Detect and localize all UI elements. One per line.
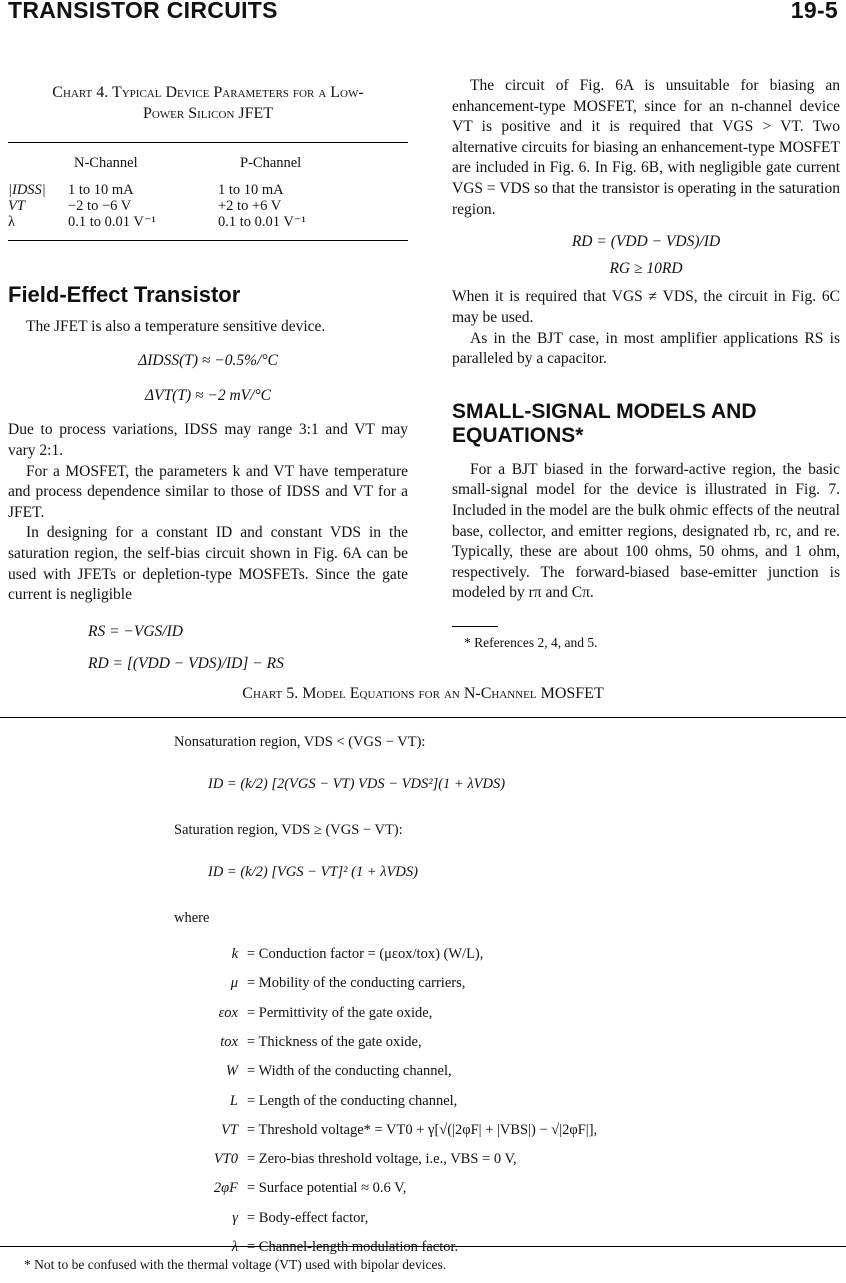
- left-column: [8, 82, 408, 675]
- definition-text: = Thickness of the gate oxide,: [247, 1033, 422, 1050]
- definition-symbol: tox: [220, 1033, 238, 1050]
- definition-text: = Surface potential ≈ 0.6 V,: [247, 1180, 407, 1197]
- equation: RG ≥ 10RD: [609, 259, 683, 277]
- chart5-box: [0, 717, 846, 1255]
- equation: ΔIDSS(T) ≈ −0.5%/°C: [138, 352, 278, 370]
- where-label: where: [174, 910, 210, 926]
- definition-symbol: λ: [231, 1239, 238, 1255]
- paragraph: The circuit of Fig. 6A is unsuitable for biasing an enhancement-type MOSFET, since for an n-channel device VT is positive and it is required that VGS > VT. Two alternative circuits for biasing an enhancement-type MOSFET are included in Fig. 6. In Fig. 6B, with negligible gate current VGS = VDS so that the transistor is operating in the saturation region.: [452, 77, 840, 218]
- definition-text: = Mobility of the conducting carriers,: [247, 975, 466, 992]
- equation: ΔVT(T) ≈ −2 mV/°C: [145, 386, 271, 404]
- nonsat-label: Nonsaturation region, VDS < (VGS − VT):: [174, 734, 426, 750]
- paragraph: As in the BJT case, in most amplifier applications RS is paralleled by a capacitor.: [452, 329, 840, 368]
- equation-nonsat: ID = (k/2) [2(VGS − VT) VDS − VDS²](1 + λVDS): [208, 776, 506, 792]
- page-number: 19-5: [790, 0, 838, 23]
- definition-symbol: VT: [221, 1121, 238, 1138]
- definition-text: = Channel-length modulation factor.: [247, 1239, 459, 1255]
- equation: RS = −VGS/ID: [88, 622, 183, 640]
- chart4-caption: Chart 4. Typical Device Parameters for a Low- Power Silicon JFET: [52, 84, 364, 122]
- table-row: |IDSS| 1 to 10 mA 1 to 10 mA: [8, 181, 284, 198]
- table-row: λ 0.1 to 0.01 V⁻¹ 0.1 to 0.01 V⁻¹: [8, 214, 408, 241]
- running-header-title: TRANSISTOR CIRCUITS: [8, 0, 278, 23]
- paragraph: For a MOSFET, the parameters k and VT have temperature and process dependence similar to those of IDSS and VT for a JFET.: [8, 462, 408, 521]
- equation-sat: ID = (k/2) [VGS − VT]² (1 + λVDS): [208, 864, 418, 880]
- definition-text: = Body-effect factor,: [247, 1209, 369, 1226]
- chart5-caption: Chart 5. Model Equations for an N-Channel MOSFET: [242, 685, 604, 702]
- definition-text: = Conduction factor = (μεox/tox) (W/L),: [247, 946, 484, 962]
- equation: RD = [(VDD − VDS)/ID] − RS: [88, 655, 284, 673]
- page-footnote: * Not to be confused with the thermal voltage (VT) used with bipolar devices.: [24, 1257, 447, 1272]
- definition-symbol: γ: [232, 1209, 238, 1226]
- definition-symbol: μ: [230, 975, 238, 992]
- section-title-fet: Field-Effect Transistor: [8, 281, 241, 307]
- definition-text: = Length of the conducting channel,: [247, 1092, 458, 1109]
- sat-label: Saturation region, VDS ≥ (VGS − VT):: [174, 822, 403, 838]
- paragraph: Due to process variations, IDSS may range 3:1 and VT may vary 2:1.: [8, 421, 408, 459]
- chart4-table: [8, 142, 408, 241]
- footnote: * References 2, 4, and 5.: [464, 634, 598, 650]
- definition-symbol: k: [231, 946, 238, 962]
- paragraph: For a BJT biased in the forward-active region, the basic small-signal model for the device is illustrated in Fig. 7. Included in the model are the bulk ohmic effects of the neutral base, collector, and emitter regions, designated rb, rc, and re. Typically, these are about 100 ohms, 50 ohms, and 1 ohm, respectively. The forward-biased base-emitter junction is modeled by rπ and Cπ.: [452, 460, 840, 602]
- definition-text: = Width of the conducting channel,: [247, 1063, 452, 1080]
- definition-text: = Threshold voltage* = VT0 + γ[√(|2φF| + |VBS|) − √|2φF|],: [247, 1121, 598, 1138]
- paragraph: In designing for a constant ID and constant VDS in the saturation region, the self-bias circuit shown in Fig. 6A can be used with JFETs or depletion-type MOSFETs. Since the gate current is negligible: [8, 524, 408, 604]
- table-row: VT −2 to −6 V +2 to +6 V: [8, 197, 282, 214]
- definition-symbol: W: [225, 1063, 238, 1080]
- paragraph: When it is required that VGS ≠ VDS, the circuit in Fig. 6C may be used.: [452, 288, 840, 326]
- col-header-n: N-Channel: [68, 143, 218, 182]
- equation: RD = (VDD − VDS)/ID: [571, 233, 721, 251]
- footnote-rule: [452, 626, 498, 627]
- definition-symbol: VT0: [213, 1151, 238, 1168]
- col-header-p: P-Channel: [218, 143, 408, 182]
- section-title-small-signal: SMALL-SIGNAL MODELS AND EQUATIONS*: [452, 399, 757, 447]
- definition-symbol: εox: [218, 1004, 238, 1021]
- definition-symbol: L: [229, 1092, 238, 1109]
- paragraph: The JFET is also a temperature sensitive device.: [26, 317, 326, 335]
- definition-text: = Zero-bias threshold voltage, i.e., VBS = 0 V,: [247, 1151, 517, 1168]
- right-column: [452, 76, 840, 653]
- definition-symbol: 2φF: [213, 1180, 238, 1197]
- definition-text: = Permittivity of the gate oxide,: [247, 1004, 433, 1021]
